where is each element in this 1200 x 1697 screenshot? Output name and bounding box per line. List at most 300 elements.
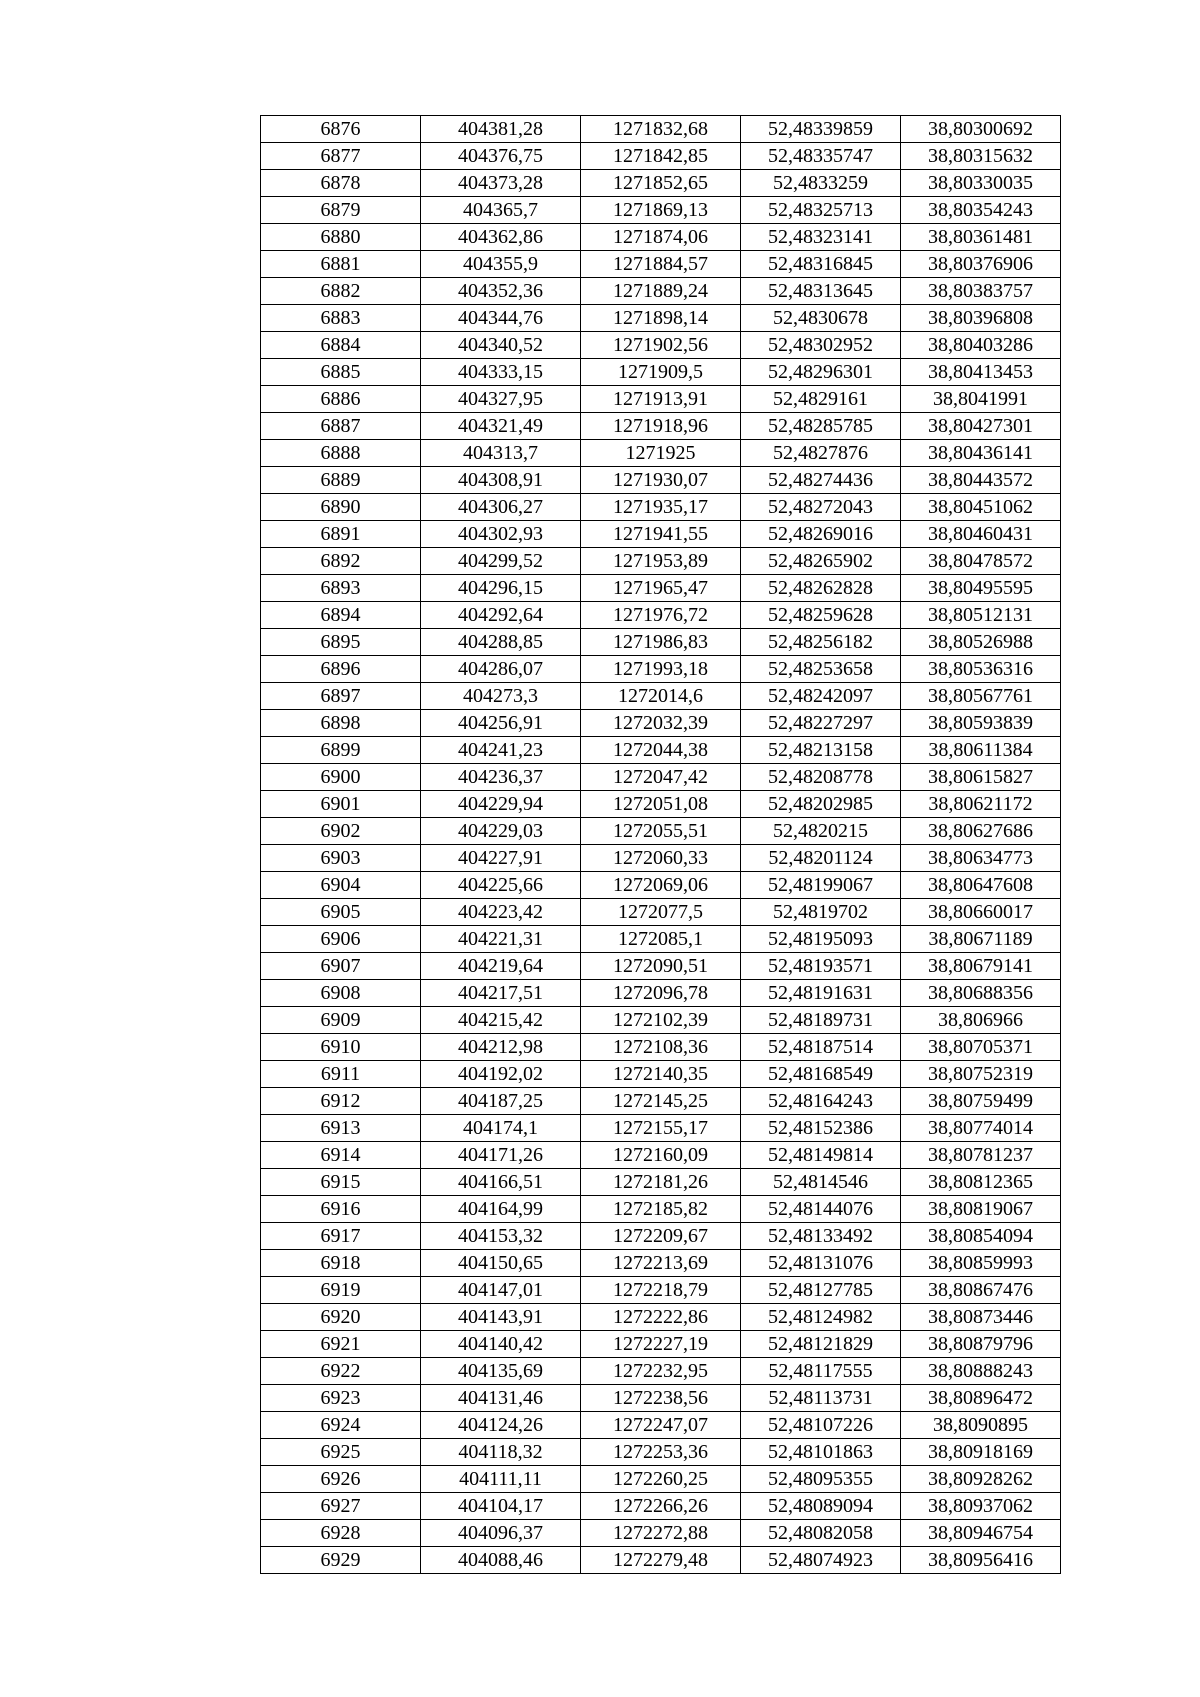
x-coordinate-cell: 404296,15	[421, 575, 581, 602]
longitude-cell: 38,80413453	[901, 359, 1061, 386]
latitude-cell: 52,48121829	[741, 1331, 901, 1358]
latitude-cell: 52,48089094	[741, 1493, 901, 1520]
coordinates-table-body	[261, 116, 1061, 1574]
y-coordinate-cell: 1272247,07	[581, 1412, 741, 1439]
y-coordinate-cell: 1271986,83	[581, 629, 741, 656]
y-coordinate-cell: 1272232,95	[581, 1358, 741, 1385]
point-number-cell: 6876	[261, 116, 421, 143]
x-coordinate-cell: 404373,28	[421, 170, 581, 197]
point-number-cell: 6925	[261, 1439, 421, 1466]
table-row	[261, 629, 1061, 656]
table-row	[261, 791, 1061, 818]
longitude-cell: 38,80611384	[901, 737, 1061, 764]
y-coordinate-cell: 1272055,51	[581, 818, 741, 845]
point-number-cell: 6894	[261, 602, 421, 629]
table-row	[261, 1196, 1061, 1223]
table-row	[261, 305, 1061, 332]
latitude-cell: 52,4814546	[741, 1169, 901, 1196]
table-row	[261, 251, 1061, 278]
longitude-cell: 38,80705371	[901, 1034, 1061, 1061]
point-number-cell: 6904	[261, 872, 421, 899]
x-coordinate-cell: 404223,42	[421, 899, 581, 926]
latitude-cell: 52,48227297	[741, 710, 901, 737]
y-coordinate-cell: 1271953,89	[581, 548, 741, 575]
x-coordinate-cell: 404241,23	[421, 737, 581, 764]
x-coordinate-cell: 404215,42	[421, 1007, 581, 1034]
point-number-cell: 6879	[261, 197, 421, 224]
longitude-cell: 38,80615827	[901, 764, 1061, 791]
table-row	[261, 872, 1061, 899]
x-coordinate-cell: 404135,69	[421, 1358, 581, 1385]
longitude-cell: 38,80918169	[901, 1439, 1061, 1466]
x-coordinate-cell: 404236,37	[421, 764, 581, 791]
latitude-cell: 52,48201124	[741, 845, 901, 872]
latitude-cell: 52,48323141	[741, 224, 901, 251]
x-coordinate-cell: 404225,66	[421, 872, 581, 899]
y-coordinate-cell: 1271874,06	[581, 224, 741, 251]
table-row	[261, 224, 1061, 251]
longitude-cell: 38,80812365	[901, 1169, 1061, 1196]
latitude-cell: 52,48339859	[741, 116, 901, 143]
y-coordinate-cell: 1272260,25	[581, 1466, 741, 1493]
point-number-cell: 6911	[261, 1061, 421, 1088]
latitude-cell: 52,4830678	[741, 305, 901, 332]
point-number-cell: 6881	[261, 251, 421, 278]
y-coordinate-cell: 1271832,68	[581, 116, 741, 143]
table-row	[261, 1169, 1061, 1196]
y-coordinate-cell: 1271925	[581, 440, 741, 467]
latitude-cell: 52,48152386	[741, 1115, 901, 1142]
table-row	[261, 440, 1061, 467]
point-number-cell: 6912	[261, 1088, 421, 1115]
point-number-cell: 6922	[261, 1358, 421, 1385]
table-row	[261, 332, 1061, 359]
latitude-cell: 52,48202985	[741, 791, 901, 818]
x-coordinate-cell: 404174,1	[421, 1115, 581, 1142]
x-coordinate-cell: 404292,64	[421, 602, 581, 629]
table-row	[261, 1466, 1061, 1493]
x-coordinate-cell: 404340,52	[421, 332, 581, 359]
x-coordinate-cell: 404212,98	[421, 1034, 581, 1061]
longitude-cell: 38,80854094	[901, 1223, 1061, 1250]
y-coordinate-cell: 1271930,07	[581, 467, 741, 494]
latitude-cell: 52,48272043	[741, 494, 901, 521]
x-coordinate-cell: 404227,91	[421, 845, 581, 872]
latitude-cell: 52,48164243	[741, 1088, 901, 1115]
longitude-cell: 38,80873446	[901, 1304, 1061, 1331]
point-number-cell: 6887	[261, 413, 421, 440]
x-coordinate-cell: 404376,75	[421, 143, 581, 170]
latitude-cell: 52,48168549	[741, 1061, 901, 1088]
point-number-cell: 6891	[261, 521, 421, 548]
longitude-cell: 38,8090895	[901, 1412, 1061, 1439]
table-row	[261, 845, 1061, 872]
longitude-cell: 38,80759499	[901, 1088, 1061, 1115]
point-number-cell: 6897	[261, 683, 421, 710]
x-coordinate-cell: 404147,01	[421, 1277, 581, 1304]
y-coordinate-cell: 1271941,55	[581, 521, 741, 548]
longitude-cell: 38,80688356	[901, 980, 1061, 1007]
latitude-cell: 52,48107226	[741, 1412, 901, 1439]
longitude-cell: 38,80937062	[901, 1493, 1061, 1520]
point-number-cell: 6895	[261, 629, 421, 656]
x-coordinate-cell: 404096,37	[421, 1520, 581, 1547]
table-row	[261, 1223, 1061, 1250]
point-number-cell: 6924	[261, 1412, 421, 1439]
y-coordinate-cell: 1271898,14	[581, 305, 741, 332]
y-coordinate-cell: 1272047,42	[581, 764, 741, 791]
latitude-cell: 52,48208778	[741, 764, 901, 791]
point-number-cell: 6905	[261, 899, 421, 926]
y-coordinate-cell: 1272185,82	[581, 1196, 741, 1223]
x-coordinate-cell: 404381,28	[421, 116, 581, 143]
x-coordinate-cell: 404352,36	[421, 278, 581, 305]
y-coordinate-cell: 1272096,78	[581, 980, 741, 1007]
x-coordinate-cell: 404104,17	[421, 1493, 581, 1520]
x-coordinate-cell: 404365,7	[421, 197, 581, 224]
table-row	[261, 1358, 1061, 1385]
y-coordinate-cell: 1272077,5	[581, 899, 741, 926]
longitude-cell: 38,80526988	[901, 629, 1061, 656]
x-coordinate-cell: 404192,02	[421, 1061, 581, 1088]
point-number-cell: 6877	[261, 143, 421, 170]
latitude-cell: 52,48117555	[741, 1358, 901, 1385]
x-coordinate-cell: 404313,7	[421, 440, 581, 467]
table-row	[261, 656, 1061, 683]
longitude-cell: 38,80859993	[901, 1250, 1061, 1277]
table-row	[261, 386, 1061, 413]
table-row	[261, 737, 1061, 764]
table-row	[261, 1547, 1061, 1574]
table-row	[261, 1493, 1061, 1520]
latitude-cell: 52,48213158	[741, 737, 901, 764]
table-row	[261, 1304, 1061, 1331]
y-coordinate-cell: 1272090,51	[581, 953, 741, 980]
longitude-cell: 38,80376906	[901, 251, 1061, 278]
table-row	[261, 1088, 1061, 1115]
coordinates-table	[260, 115, 1061, 1574]
latitude-cell: 52,48259628	[741, 602, 901, 629]
longitude-cell: 38,80879796	[901, 1331, 1061, 1358]
latitude-cell: 52,48149814	[741, 1142, 901, 1169]
longitude-cell: 38,80671189	[901, 926, 1061, 953]
longitude-cell: 38,80867476	[901, 1277, 1061, 1304]
table-row	[261, 926, 1061, 953]
y-coordinate-cell: 1272044,38	[581, 737, 741, 764]
longitude-cell: 38,80436141	[901, 440, 1061, 467]
point-number-cell: 6878	[261, 170, 421, 197]
x-coordinate-cell: 404140,42	[421, 1331, 581, 1358]
x-coordinate-cell: 404229,94	[421, 791, 581, 818]
longitude-cell: 38,80946754	[901, 1520, 1061, 1547]
latitude-cell: 52,48193571	[741, 953, 901, 980]
table-row	[261, 980, 1061, 1007]
longitude-cell: 38,80627686	[901, 818, 1061, 845]
table-row	[261, 413, 1061, 440]
y-coordinate-cell: 1272181,26	[581, 1169, 741, 1196]
point-number-cell: 6899	[261, 737, 421, 764]
table-row	[261, 1142, 1061, 1169]
point-number-cell: 6908	[261, 980, 421, 1007]
latitude-cell: 52,48274436	[741, 467, 901, 494]
point-number-cell: 6919	[261, 1277, 421, 1304]
point-number-cell: 6882	[261, 278, 421, 305]
longitude-cell: 38,80361481	[901, 224, 1061, 251]
latitude-cell: 52,48074923	[741, 1547, 901, 1574]
latitude-cell: 52,48101863	[741, 1439, 901, 1466]
y-coordinate-cell: 1272218,79	[581, 1277, 741, 1304]
table-row	[261, 1115, 1061, 1142]
longitude-cell: 38,80956416	[901, 1547, 1061, 1574]
longitude-cell: 38,80634773	[901, 845, 1061, 872]
table-row	[261, 575, 1061, 602]
x-coordinate-cell: 404221,31	[421, 926, 581, 953]
latitude-cell: 52,48144076	[741, 1196, 901, 1223]
y-coordinate-cell: 1271935,17	[581, 494, 741, 521]
longitude-cell: 38,80403286	[901, 332, 1061, 359]
latitude-cell: 52,4827876	[741, 440, 901, 467]
point-number-cell: 6906	[261, 926, 421, 953]
latitude-cell: 52,48316845	[741, 251, 901, 278]
point-number-cell: 6884	[261, 332, 421, 359]
latitude-cell: 52,48199067	[741, 872, 901, 899]
latitude-cell: 52,4833259	[741, 170, 901, 197]
point-number-cell: 6917	[261, 1223, 421, 1250]
point-number-cell: 6926	[261, 1466, 421, 1493]
x-coordinate-cell: 404164,99	[421, 1196, 581, 1223]
latitude-cell: 52,48131076	[741, 1250, 901, 1277]
table-row	[261, 818, 1061, 845]
x-coordinate-cell: 404256,91	[421, 710, 581, 737]
table-row	[261, 548, 1061, 575]
latitude-cell: 52,4820215	[741, 818, 901, 845]
latitude-cell: 52,48242097	[741, 683, 901, 710]
latitude-cell: 52,48124982	[741, 1304, 901, 1331]
longitude-cell: 38,80647608	[901, 872, 1061, 899]
latitude-cell: 52,48296301	[741, 359, 901, 386]
longitude-cell: 38,80315632	[901, 143, 1061, 170]
latitude-cell: 52,48195093	[741, 926, 901, 953]
latitude-cell: 52,48265902	[741, 548, 901, 575]
y-coordinate-cell: 1271842,85	[581, 143, 741, 170]
point-number-cell: 6883	[261, 305, 421, 332]
y-coordinate-cell: 1272279,48	[581, 1547, 741, 1574]
x-coordinate-cell: 404306,27	[421, 494, 581, 521]
x-coordinate-cell: 404143,91	[421, 1304, 581, 1331]
y-coordinate-cell: 1271918,96	[581, 413, 741, 440]
y-coordinate-cell: 1272051,08	[581, 791, 741, 818]
x-coordinate-cell: 404299,52	[421, 548, 581, 575]
table-row	[261, 1250, 1061, 1277]
table-row	[261, 1061, 1061, 1088]
table-row	[261, 116, 1061, 143]
y-coordinate-cell: 1272108,36	[581, 1034, 741, 1061]
point-number-cell: 6893	[261, 575, 421, 602]
y-coordinate-cell: 1272069,06	[581, 872, 741, 899]
table-row	[261, 1439, 1061, 1466]
latitude-cell: 52,48335747	[741, 143, 901, 170]
x-coordinate-cell: 404153,32	[421, 1223, 581, 1250]
longitude-cell: 38,80896472	[901, 1385, 1061, 1412]
x-coordinate-cell: 404166,51	[421, 1169, 581, 1196]
longitude-cell: 38,80752319	[901, 1061, 1061, 1088]
table-row	[261, 899, 1061, 926]
table-row	[261, 1331, 1061, 1358]
x-coordinate-cell: 404344,76	[421, 305, 581, 332]
longitude-cell: 38,80536316	[901, 656, 1061, 683]
latitude-cell: 52,48191631	[741, 980, 901, 1007]
longitude-cell: 38,80774014	[901, 1115, 1061, 1142]
y-coordinate-cell: 1271852,65	[581, 170, 741, 197]
x-coordinate-cell: 404217,51	[421, 980, 581, 1007]
point-number-cell: 6898	[261, 710, 421, 737]
x-coordinate-cell: 404286,07	[421, 656, 581, 683]
longitude-cell: 38,80478572	[901, 548, 1061, 575]
longitude-cell: 38,80512131	[901, 602, 1061, 629]
y-coordinate-cell: 1272227,19	[581, 1331, 741, 1358]
point-number-cell: 6910	[261, 1034, 421, 1061]
point-number-cell: 6928	[261, 1520, 421, 1547]
y-coordinate-cell: 1272085,1	[581, 926, 741, 953]
point-number-cell: 6915	[261, 1169, 421, 1196]
latitude-cell: 52,48127785	[741, 1277, 901, 1304]
longitude-cell: 38,80383757	[901, 278, 1061, 305]
point-number-cell: 6902	[261, 818, 421, 845]
y-coordinate-cell: 1271913,91	[581, 386, 741, 413]
y-coordinate-cell: 1271965,47	[581, 575, 741, 602]
y-coordinate-cell: 1271909,5	[581, 359, 741, 386]
table-row	[261, 143, 1061, 170]
longitude-cell: 38,80567761	[901, 683, 1061, 710]
y-coordinate-cell: 1272102,39	[581, 1007, 741, 1034]
latitude-cell: 52,48095355	[741, 1466, 901, 1493]
longitude-cell: 38,806966	[901, 1007, 1061, 1034]
longitude-cell: 38,80300692	[901, 116, 1061, 143]
y-coordinate-cell: 1272060,33	[581, 845, 741, 872]
point-number-cell: 6918	[261, 1250, 421, 1277]
x-coordinate-cell: 404362,86	[421, 224, 581, 251]
longitude-cell: 38,80660017	[901, 899, 1061, 926]
latitude-cell: 52,48262828	[741, 575, 901, 602]
point-number-cell: 6901	[261, 791, 421, 818]
x-coordinate-cell: 404308,91	[421, 467, 581, 494]
y-coordinate-cell: 1271993,18	[581, 656, 741, 683]
y-coordinate-cell: 1272155,17	[581, 1115, 741, 1142]
x-coordinate-cell: 404118,32	[421, 1439, 581, 1466]
point-number-cell: 6907	[261, 953, 421, 980]
longitude-cell: 38,80451062	[901, 494, 1061, 521]
y-coordinate-cell: 1272213,69	[581, 1250, 741, 1277]
latitude-cell: 52,48302952	[741, 332, 901, 359]
table-row	[261, 1277, 1061, 1304]
latitude-cell: 52,48253658	[741, 656, 901, 683]
table-row	[261, 683, 1061, 710]
longitude-cell: 38,80819067	[901, 1196, 1061, 1223]
table-row	[261, 494, 1061, 521]
point-number-cell: 6896	[261, 656, 421, 683]
point-number-cell: 6913	[261, 1115, 421, 1142]
y-coordinate-cell: 1272209,67	[581, 1223, 741, 1250]
point-number-cell: 6889	[261, 467, 421, 494]
latitude-cell: 52,48133492	[741, 1223, 901, 1250]
latitude-cell: 52,48113731	[741, 1385, 901, 1412]
table-row	[261, 1385, 1061, 1412]
x-coordinate-cell: 404111,11	[421, 1466, 581, 1493]
x-coordinate-cell: 404273,3	[421, 683, 581, 710]
latitude-cell: 52,48285785	[741, 413, 901, 440]
table-row	[261, 602, 1061, 629]
y-coordinate-cell: 1271976,72	[581, 602, 741, 629]
table-row	[261, 359, 1061, 386]
x-coordinate-cell: 404355,9	[421, 251, 581, 278]
longitude-cell: 38,80593839	[901, 710, 1061, 737]
point-number-cell: 6929	[261, 1547, 421, 1574]
x-coordinate-cell: 404150,65	[421, 1250, 581, 1277]
y-coordinate-cell: 1272272,88	[581, 1520, 741, 1547]
point-number-cell: 6927	[261, 1493, 421, 1520]
x-coordinate-cell: 404327,95	[421, 386, 581, 413]
y-coordinate-cell: 1272160,09	[581, 1142, 741, 1169]
longitude-cell: 38,80460431	[901, 521, 1061, 548]
point-number-cell: 6880	[261, 224, 421, 251]
x-coordinate-cell: 404088,46	[421, 1547, 581, 1574]
table-row	[261, 764, 1061, 791]
longitude-cell: 38,80781237	[901, 1142, 1061, 1169]
point-number-cell: 6909	[261, 1007, 421, 1034]
point-number-cell: 6920	[261, 1304, 421, 1331]
longitude-cell: 38,80354243	[901, 197, 1061, 224]
table-row	[261, 197, 1061, 224]
latitude-cell: 52,48313645	[741, 278, 901, 305]
table-row	[261, 1007, 1061, 1034]
x-coordinate-cell: 404321,49	[421, 413, 581, 440]
latitude-cell: 52,48082058	[741, 1520, 901, 1547]
table-row	[261, 1412, 1061, 1439]
latitude-cell: 52,48269016	[741, 521, 901, 548]
latitude-cell: 52,4819702	[741, 899, 901, 926]
y-coordinate-cell: 1272222,86	[581, 1304, 741, 1331]
x-coordinate-cell: 404288,85	[421, 629, 581, 656]
latitude-cell: 52,4829161	[741, 386, 901, 413]
table-row	[261, 521, 1061, 548]
longitude-cell: 38,80427301	[901, 413, 1061, 440]
table-row	[261, 953, 1061, 980]
longitude-cell: 38,80330035	[901, 170, 1061, 197]
point-number-cell: 6916	[261, 1196, 421, 1223]
table-row	[261, 467, 1061, 494]
y-coordinate-cell: 1272238,56	[581, 1385, 741, 1412]
longitude-cell: 38,80495595	[901, 575, 1061, 602]
latitude-cell: 52,48189731	[741, 1007, 901, 1034]
y-coordinate-cell: 1272140,35	[581, 1061, 741, 1088]
latitude-cell: 52,48325713	[741, 197, 901, 224]
longitude-cell: 38,80396808	[901, 305, 1061, 332]
point-number-cell: 6886	[261, 386, 421, 413]
point-number-cell: 6923	[261, 1385, 421, 1412]
x-coordinate-cell: 404333,15	[421, 359, 581, 386]
latitude-cell: 52,48256182	[741, 629, 901, 656]
y-coordinate-cell: 1271889,24	[581, 278, 741, 305]
table-row	[261, 170, 1061, 197]
point-number-cell: 6921	[261, 1331, 421, 1358]
longitude-cell: 38,80679141	[901, 953, 1061, 980]
table-row	[261, 278, 1061, 305]
longitude-cell: 38,8041991	[901, 386, 1061, 413]
point-number-cell: 6892	[261, 548, 421, 575]
x-coordinate-cell: 404171,26	[421, 1142, 581, 1169]
y-coordinate-cell: 1271869,13	[581, 197, 741, 224]
y-coordinate-cell: 1272032,39	[581, 710, 741, 737]
